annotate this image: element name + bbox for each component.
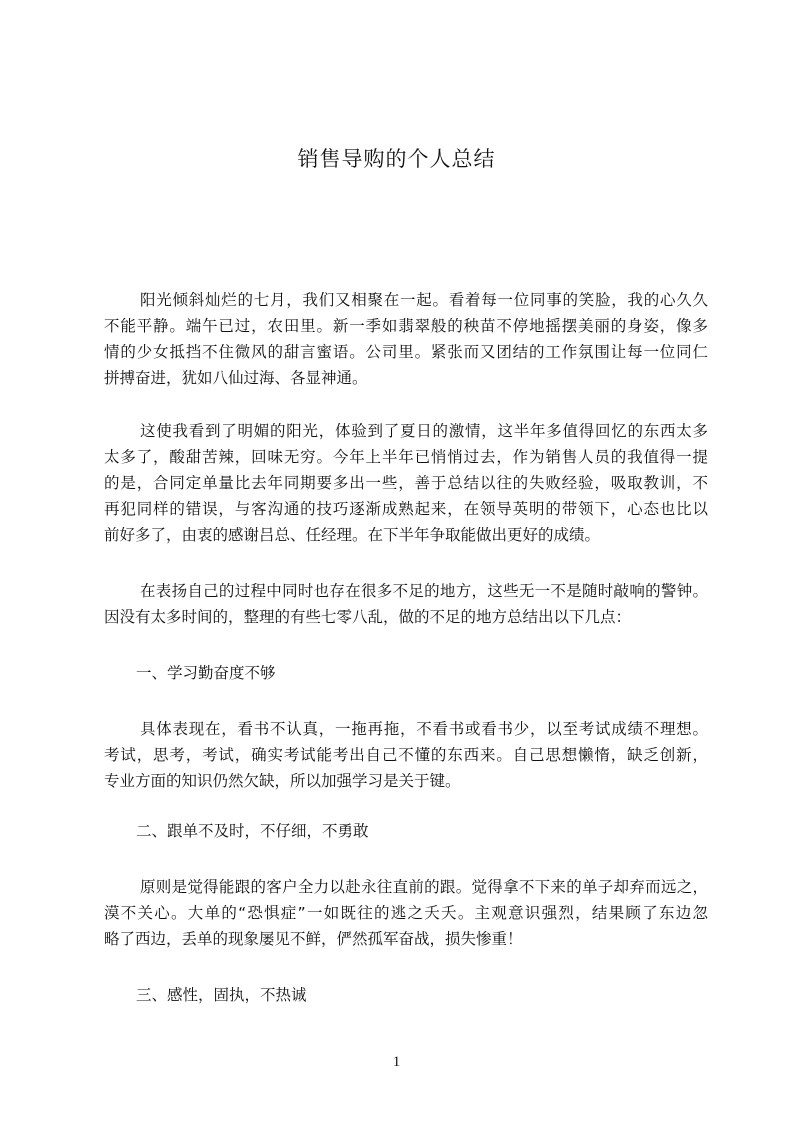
paragraph-line: 漠不关心。大单的“恐惧症”一如既往的逃之夭夭。主观意识强烈，结果顾了东边忽: [104, 904, 708, 922]
paragraph-line: 拼搏奋进，犹如八仙过海、各显神通。: [104, 369, 368, 387]
document-title: 销售导购的个人总结: [297, 147, 496, 171]
paragraph-line: 的是，合同定单量比去年同期要多出一些，善于总结以往的失败经验，吸取教训，不: [104, 474, 708, 492]
section-heading-3: 三、感性，固执，不热诚: [136, 986, 307, 1004]
section-heading-2: 二、跟单不及时，不仔细，不勇敢: [136, 822, 369, 840]
paragraph: [104, 578, 708, 630]
paragraph-line: 阳光倾斜灿烂的七月，我们又相聚在一起。看着每一位同事的笑脸，我的心久久: [140, 291, 708, 309]
paragraph-line: 具体表现在，看书不认真，一拖再拖，不看书或看书少，以至考试成绩不理想。: [140, 720, 708, 738]
paragraph: [104, 418, 708, 548]
page-number: 1: [392, 1054, 401, 1070]
paragraph-line: 再犯同样的错误，与客沟通的技巧逐渐成熟起来，在领导英明的带领下，心态也比以: [104, 500, 708, 518]
paragraph: [104, 287, 708, 391]
paragraph-line: 略了西边，丢单的现象屡见不鲜，俨然孤军奋战，损失惨重！: [104, 930, 523, 948]
paragraph-line: 这使我看到了明媚的阳光，体验到了夏日的激情，这半年多值得回忆的东西太多: [140, 422, 708, 440]
paragraph-line: 原则是觉得能跟的客户全力以赴永往直前的跟。觉得拿不下来的单子却弃而远之，: [140, 878, 708, 896]
paragraph-line: 前好多了，由衷的感谢吕总、任经理。在下半年争取能做出更好的成绩。: [104, 526, 601, 544]
paragraph-line: 太多了，酸甜苦辣，回味无穷。今年上半年已悄悄过去，作为销售人员的我值得一提: [104, 448, 708, 466]
section-heading-1: 一、学习勤奋度不够: [136, 664, 276, 682]
paragraph-line: 情的少女抵挡不住微风的甜言蜜语。公司里。紧张而又团结的工作氛围让每一位同仁: [104, 343, 708, 361]
paragraph-line: 考试，思考，考试，确实考试能考出自己不懂的东西来。自己思想懒惰，缺乏创新，: [104, 746, 708, 764]
paragraph-line: 不能平静。端午已过，农田里。新一季如翡翠般的秧苗不停地摇摆美丽的身姿，像多: [104, 317, 708, 335]
paragraph: [104, 716, 708, 794]
paragraph-line: 因没有太多时间的，整理的有些七零八乱，做的不足的地方总结出以下几点：: [104, 608, 632, 626]
paragraph-line: 专业方面的知识仍然欠缺，所以加强学习是关于键。: [104, 772, 461, 790]
paragraph-line: 在表扬自己的过程中同时也存在很多不足的地方，这些无一不是随时敲响的警钟。: [140, 582, 708, 600]
paragraph: [104, 874, 708, 952]
